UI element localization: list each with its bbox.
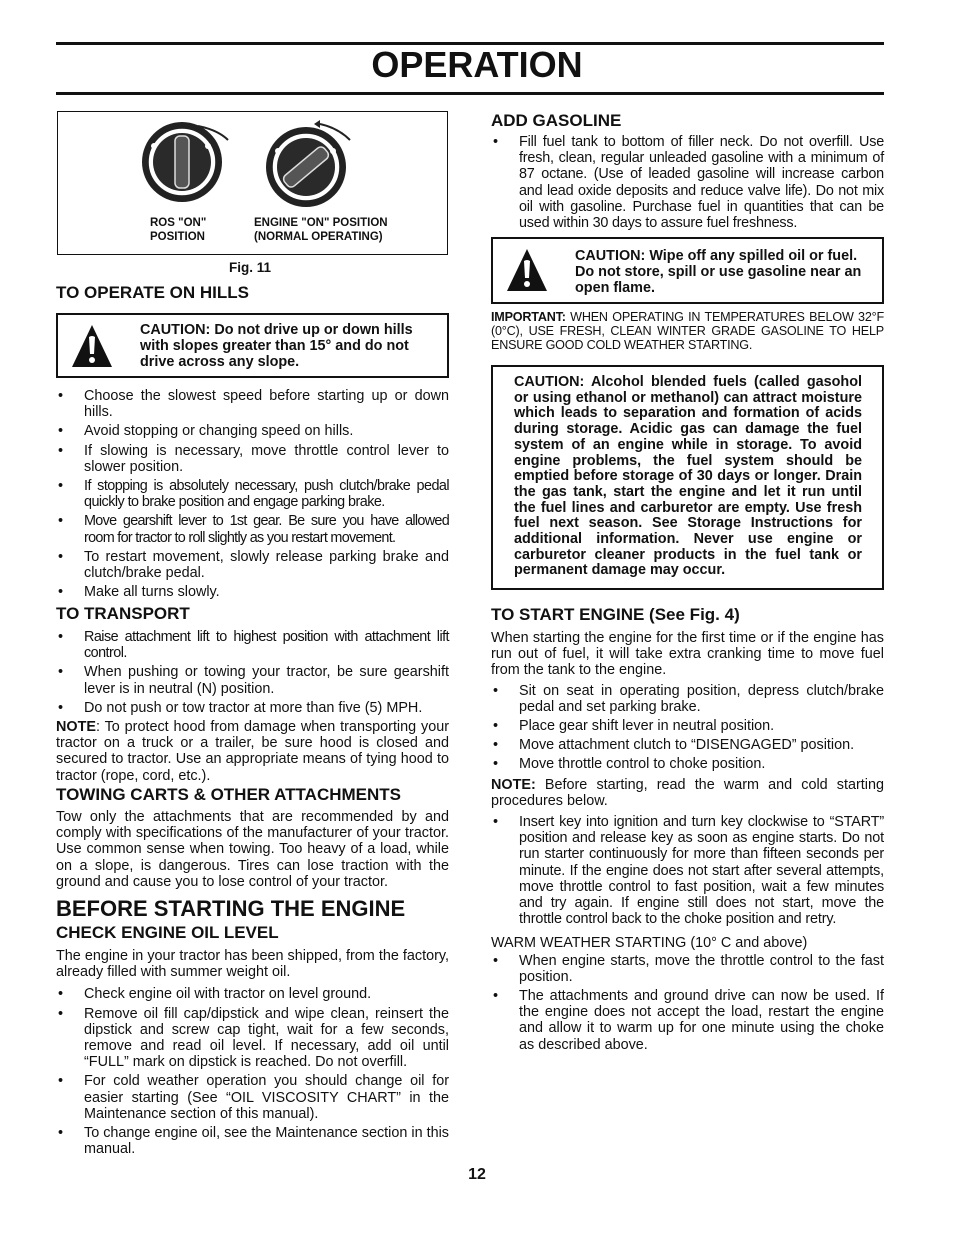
list-item: • Check engine oil with tractor on level ground.	[56, 986, 449, 1002]
gasoline-section	[491, 111, 884, 234]
list-item: • Insert key into ignition and turn key clockwise to “START” position and release key as soon as engine starts. Do not run starter continuously for more than fifteen seconds per minute. If the engine does not start after several attempts, move throttle control to fast position, wait a few minutes and try again. If engine still does not start, move the throttle control back to the choke position and retry.	[491, 814, 884, 927]
oil-level-heading: CHECK ENGINE OIL LEVEL	[56, 923, 279, 942]
warm-weather-heading: WARM WEATHER STARTING (10° C and above)	[491, 935, 808, 952]
list-item: • Move attachment clutch to “DISENGAGED” position.	[491, 737, 884, 753]
header-bottom-rule	[56, 92, 884, 95]
list-item: • Raise attachment lift to highest position with attachment lift control.	[56, 629, 449, 661]
towing-heading: TOWING CARTS & OTHER ATTACHMENTS	[56, 785, 402, 804]
list-item: • For cold weather operation you should change oil for easier starting (See “OIL VISCOSITY CHART” in the Maintenance section of this manual).	[56, 1073, 449, 1122]
list-item: • Move throttle control to choke position.	[491, 756, 884, 772]
gasoline-heading: ADD GASOLINE	[491, 111, 622, 130]
warning-icon	[70, 323, 114, 369]
start-list	[491, 683, 884, 773]
list-item: • Make all turns slowly.	[56, 584, 449, 600]
hills-list-wrap	[56, 388, 449, 603]
start-list-2	[491, 814, 884, 927]
list-item: • Choose the slowest speed before starting up or down hills.	[56, 388, 449, 420]
list-item: • To change engine oil, see the Maintenance section in this manual.	[56, 1125, 449, 1157]
gasoline-caution-box	[491, 237, 884, 304]
towing-section	[56, 785, 449, 890]
start-section	[491, 605, 884, 1056]
alcohol-caution-text: CAUTION: Alcohol blended fuels (called gasohol or using ethanol or methanol) can attract moisture which leads to separation and formation of acids during storage. Acidic gas can damage the fuel system of an engine while in storage. To avoid engine problems, the fuel system should be emptied before storage of 30 days or longer. Drain the gas tank, start the engine and let it run until the fuel lines and carburetor are empty. Use fresh fuel next season. See Storage Instructions for additional information. Never use engine or carburetor cleaner products in the fuel tank or permanent damage may occur.	[514, 374, 862, 579]
alcohol-caution-box	[491, 365, 884, 590]
list-item: • When engine starts, move the throttle control to the fast position.	[491, 953, 884, 985]
transport-heading: TO TRANSPORT	[56, 604, 190, 623]
ignition-switch-illustration	[58, 112, 446, 253]
page-title: OPERATION	[371, 44, 583, 85]
figure-label-engine: ENGINE "ON" POSITION (NORMAL OPERATING)	[254, 217, 388, 243]
list-item: • Place gear shift lever in neutral position.	[491, 718, 884, 734]
list-item: • Remove oil fill cap/dipstick and wipe clean, reinsert the dipstick and screw cap tight, wait for a few seconds, remove and read oil level. If necessary, add oil until “FULL” mark on dipstick is reached. Do not overfill.	[56, 1006, 449, 1071]
hills-caution-text: CAUTION: Do not drive up or down hills with slopes greater than 15° and do not drive across any slope.	[140, 322, 413, 370]
figure-caption: Fig. 11	[229, 260, 272, 275]
start-heading: TO START ENGINE (See Fig. 4)	[491, 605, 740, 624]
list-item: • If stopping is absolutely necessary, push clutch/brake pedal quickly to brake position and engage parking brake.	[56, 478, 449, 510]
warning-icon	[505, 247, 549, 293]
gasoline-list	[491, 134, 884, 231]
list-item: • Fill fuel tank to bottom of filler neck. Do not overfill. Use fresh, clean, regular unleaded gasoline with a minimum of 87 octane. (Use of leaded gasoline will increase carbon and lead oxide deposits and reduce valve life). Do not mix oil with gasoline. Purchase fuel in quantities that can be used within 30 days to assure fuel freshness.	[491, 134, 884, 231]
figure-label-ros: ROS "ON" POSITION	[150, 217, 207, 243]
list-item: • The attachments and ground drive can now be used. If the engine does not accept the load, restart the engine and allow it to warm up for one minute using the choke as described above.	[491, 988, 884, 1053]
list-item: • Avoid stopping or changing speed on hills.	[56, 423, 449, 439]
hills-heading: TO OPERATE ON HILLS	[56, 283, 249, 302]
list-item: • Move gearshift lever to 1st gear. Be sure you have allowed room for tractor to roll slightly as you restart movement.	[56, 513, 449, 545]
list-item: • Do not push or tow tractor at more than five (5) MPH.	[56, 700, 449, 716]
towing-text: Tow only the attachments that are recommended by and comply with specifications of the manufacturer of your tractor. Use common sense when towing. Too heavy of a load, while on a slope, is dangerous. Tires can lose traction with the ground and cause you to lose control of your tractor.	[56, 809, 449, 890]
list-item: • If slowing is necessary, move throttle control lever to slower position.	[56, 443, 449, 475]
gasoline-caution-text: CAUTION: Wipe off any spilled oil or fuel. Do not store, spill or use gasoline near an open flame.	[575, 248, 862, 296]
hills-caution-box	[56, 313, 449, 378]
hills-list	[56, 388, 449, 600]
start-note: NOTE: Before starting, read the warm and cold starting procedures below.	[491, 776, 884, 809]
list-item: • Sit on seat in operating position, depress clutch/brake pedal and set parking brake.	[491, 683, 884, 715]
page-number: 12	[468, 1166, 486, 1183]
left-column	[56, 283, 449, 303]
warm-weather-list	[491, 953, 884, 1053]
transport-list	[56, 629, 449, 716]
important-note: IMPORTANT: WHEN OPERATING IN TEMPERATURES BELOW 32°F (0°C), USE FRESH, CLEAN WINTER GRADE GASOLINE TO HELP ENSURE GOOD COLD WEATHER STARTING.	[491, 310, 884, 352]
transport-section	[56, 604, 449, 784]
figure-11-box	[57, 111, 448, 255]
oil-intro-text: The engine in your tractor has been shipped, from the factory, already filled with summer weight oil.	[56, 948, 449, 981]
start-intro: When starting the engine for the first time or if the engine has run out of fuel, it will take extra cranking time to move fuel from the tank to the engine.	[491, 630, 884, 679]
oil-list	[56, 986, 449, 1157]
list-item: • To restart movement, slowly release parking brake and clutch/brake pedal.	[56, 549, 449, 581]
before-section	[56, 897, 449, 1160]
before-heading: BEFORE STARTING THE ENGINE	[56, 896, 406, 921]
list-item: • When pushing or towing your tractor, be sure gearshift lever is in neutral (N) position.	[56, 664, 449, 696]
transport-note: NOTE: To protect hood from damage when transporting your tractor on a truck or a trailer, be sure hood is closed and secured to tractor. Use an appropriate means of tying hood to tractor (rope, cord, etc.).	[56, 719, 449, 784]
